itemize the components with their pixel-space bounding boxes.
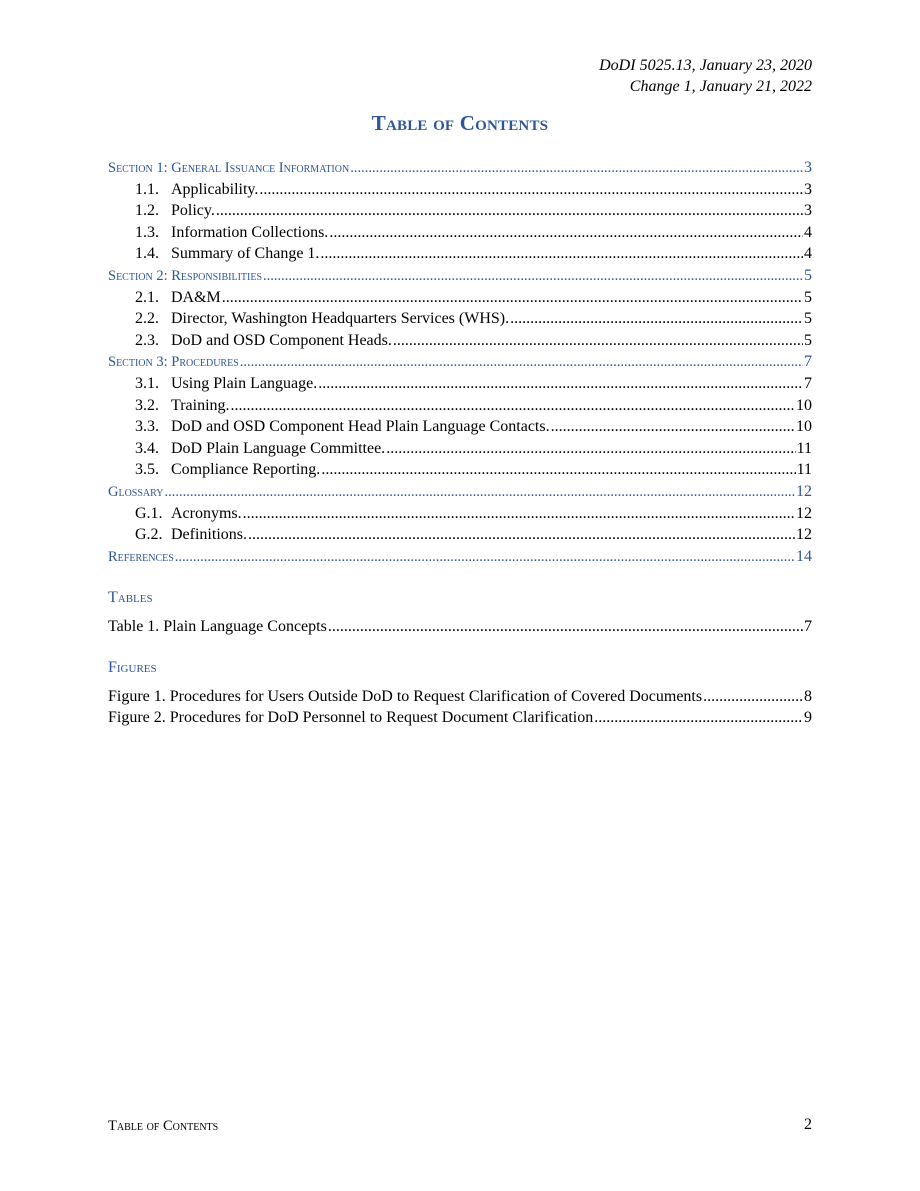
dot-leader: [551, 416, 795, 438]
entry-number: 1.2.: [135, 202, 159, 220]
toc-subsection-entry[interactable]: [108, 416, 812, 438]
dot-leader: [243, 503, 795, 525]
entry-label: Figure 2. Procedures for DoD Personnel to Request Document Clarification: [108, 709, 594, 726]
entry-label: [135, 524, 247, 546]
entry-label: [135, 222, 328, 244]
toc-subsection-entry[interactable]: [108, 330, 812, 352]
entry-label: [135, 330, 392, 352]
entry-page: 3: [804, 202, 812, 220]
entry-page: 12: [796, 526, 812, 544]
entry-label: Glossary: [108, 483, 164, 500]
entry-number: 2.1.: [135, 288, 159, 306]
footer-section-title: Table of Contents: [108, 1118, 219, 1134]
tables-list: [108, 587, 812, 637]
dot-leader: [248, 524, 795, 546]
entry-page: 12: [796, 504, 812, 522]
figures-heading: Figures: [108, 659, 157, 676]
entry-page: 4: [804, 223, 812, 241]
dot-leader: [703, 686, 803, 707]
toc-entry-table-1[interactable]: [108, 616, 812, 637]
entry-number: 2.2.: [135, 310, 159, 328]
toc-subsection-entry[interactable]: [108, 308, 812, 330]
toc-subsection-entry[interactable]: [108, 287, 812, 309]
dot-leader: [320, 243, 803, 265]
entry-page: 3: [804, 180, 812, 198]
entry-page: 5: [804, 310, 812, 328]
footer-page-number: 2: [804, 1116, 812, 1133]
entry-text: DoD Plain Language Committee.: [171, 439, 386, 457]
toc-subsection-entry[interactable]: [108, 438, 812, 460]
dot-leader: [231, 395, 795, 417]
toc-subsection-entry[interactable]: [108, 200, 812, 222]
toc-subsection-entry[interactable]: [108, 179, 812, 201]
entry-label: Figure 1. Procedures for Users Outside DoD to Request Clarification of Covered Documents: [108, 688, 703, 705]
dot-leader: [222, 287, 803, 309]
entry-number: 3.5.: [135, 461, 159, 479]
entry-number: 1.4.: [135, 245, 159, 263]
entry-label: [135, 373, 317, 395]
dot-leader: [321, 459, 795, 481]
page-title: Table of Contents: [371, 111, 549, 135]
entry-label: [135, 459, 320, 481]
header-issuance-line: DoDI 5025.13, January 23, 2020: [599, 57, 812, 74]
dot-leader: [594, 707, 803, 728]
dot-leader: [510, 308, 803, 330]
entry-text: Definitions.: [171, 526, 247, 544]
entry-label: [135, 200, 215, 222]
tables-heading: Tables: [108, 589, 153, 606]
entry-page: 12: [796, 482, 812, 500]
entry-label: [135, 416, 550, 438]
dot-leader: [165, 482, 796, 504]
entry-page: 14: [796, 547, 812, 565]
dot-leader: [329, 222, 803, 244]
entry-page: 11: [796, 439, 812, 457]
toc-subsection-entry[interactable]: [108, 243, 812, 265]
entry-label: [135, 503, 242, 525]
dot-leader: [240, 352, 803, 374]
entry-text: Policy.: [171, 202, 215, 220]
entry-text: DoD and OSD Component Head Plain Language Contacts.: [171, 418, 550, 436]
entry-label: References: [108, 548, 174, 565]
entry-label: Section 3: Procedures: [108, 354, 239, 371]
toc-section-entry[interactable]: [108, 351, 812, 373]
dot-leader: [393, 330, 803, 352]
entry-text: Using Plain Language.: [171, 374, 318, 392]
entry-page: 7: [804, 618, 812, 635]
entry-number: 3.3.: [135, 418, 159, 436]
dot-leader: [259, 179, 803, 201]
entry-label: [135, 438, 385, 460]
toc-subsection-entry[interactable]: [108, 524, 812, 546]
entry-number: 1.3.: [135, 223, 159, 241]
entry-number: 3.2.: [135, 396, 159, 414]
entry-label: Table 1. Plain Language Concepts: [108, 618, 327, 635]
entry-page: 4: [804, 245, 812, 263]
header-change-line: Change 1, January 21, 2022: [629, 78, 812, 95]
dot-leader: [350, 158, 803, 180]
toc-section-entry[interactable]: [108, 546, 812, 568]
entry-page: 3: [804, 159, 812, 176]
dot-leader: [216, 200, 803, 222]
toc-section-entry[interactable]: [108, 265, 812, 287]
entry-number: 3.4.: [135, 439, 159, 457]
table-of-contents: [108, 157, 812, 567]
entry-text: Director, Washington Headquarters Services (WHS).: [171, 310, 510, 328]
dot-leader: [318, 373, 803, 395]
document-header: [599, 55, 812, 97]
entry-label: Section 2: Responsibilities: [108, 267, 263, 284]
entry-page: 5: [804, 266, 812, 284]
figures-list: [108, 657, 812, 728]
entry-text: Information Collections.: [171, 223, 329, 241]
entry-label: [135, 308, 509, 330]
toc-subsection-entry[interactable]: [108, 395, 812, 417]
entry-label: [135, 395, 230, 417]
entry-number: G.1.: [135, 504, 163, 522]
entry-page: 8: [804, 688, 812, 705]
toc-section-entry[interactable]: [108, 157, 812, 179]
dot-leader: [328, 616, 803, 637]
entry-label: Section 1: General Issuance Information: [108, 160, 350, 176]
entry-text: Compliance Reporting.: [171, 461, 321, 479]
entry-label: [135, 243, 319, 265]
entry-page: 5: [804, 288, 812, 306]
toc-subsection-entry[interactable]: [108, 373, 812, 395]
entry-page: 11: [796, 461, 812, 479]
entry-number: 3.1.: [135, 374, 159, 392]
dot-leader: [175, 547, 795, 569]
entry-page: 7: [804, 374, 812, 392]
toc-subsection-entry[interactable]: [108, 222, 812, 244]
entry-number: G.2.: [135, 526, 163, 544]
toc-entry-figure-2[interactable]: [108, 707, 812, 728]
toc-subsection-entry[interactable]: [108, 459, 812, 481]
entry-text: DA&M: [171, 288, 221, 306]
entry-text: Training.: [171, 396, 230, 414]
entry-text: Summary of Change 1.: [171, 245, 320, 263]
entry-text: DoD and OSD Component Heads.: [171, 331, 392, 349]
entry-page: 7: [804, 353, 812, 371]
toc-subsection-entry[interactable]: [108, 503, 812, 525]
entry-label: [135, 179, 258, 201]
entry-page: 10: [796, 418, 812, 436]
entry-number: 1.1.: [135, 180, 159, 198]
entry-page: 5: [804, 331, 812, 349]
entry-label: [135, 287, 221, 309]
entry-number: 2.3.: [135, 331, 159, 349]
dot-leader: [386, 438, 795, 460]
entry-text: Acronyms.: [171, 504, 242, 522]
toc-section-entry[interactable]: [108, 481, 812, 503]
entry-page: 9: [804, 709, 812, 726]
entry-page: 10: [796, 396, 812, 414]
dot-leader: [263, 266, 803, 288]
entry-text: Applicability.: [171, 180, 259, 198]
toc-entry-figure-1[interactable]: [108, 686, 812, 707]
